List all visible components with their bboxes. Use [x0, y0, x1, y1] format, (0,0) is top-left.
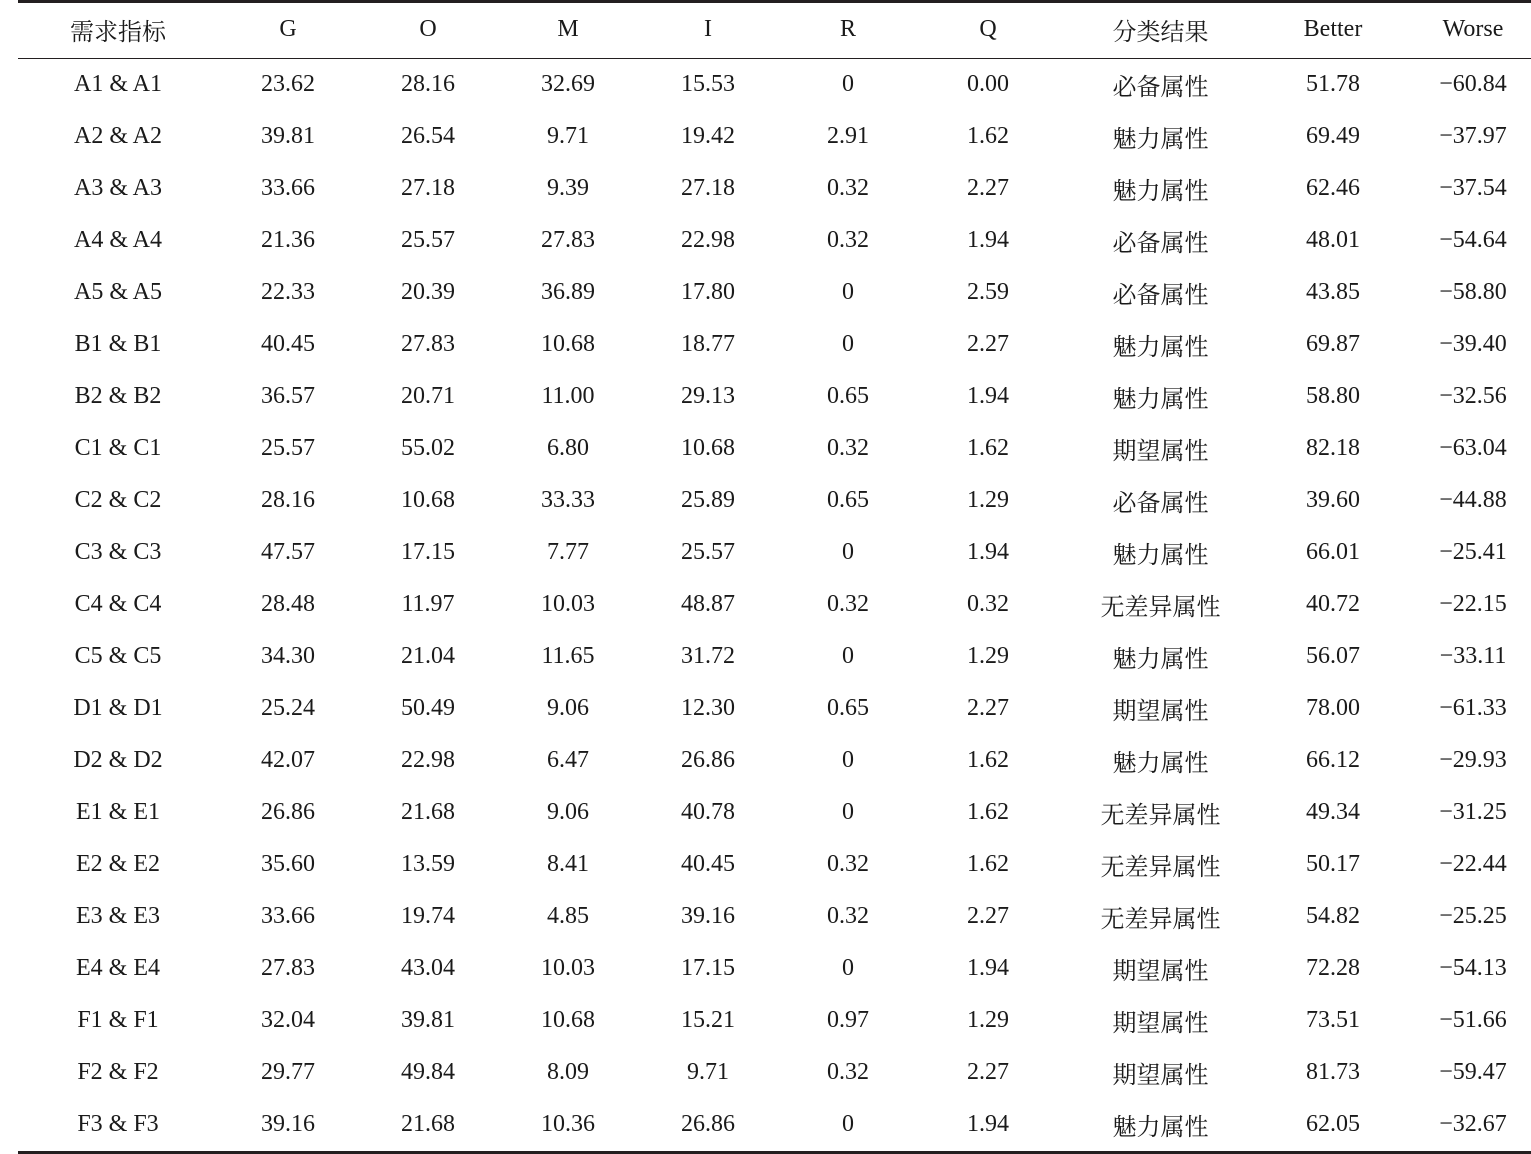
cell-q: 1.94 [967, 227, 1009, 253]
cell-q: 1.29 [967, 487, 1009, 513]
column-header-worse: Worse [1403, 2, 1531, 59]
cell-worse: −22.44 [1439, 851, 1507, 877]
cell-better: 62.46 [1306, 175, 1360, 201]
cell-i: 39.16 [681, 903, 735, 929]
cell-m: 6.47 [547, 747, 589, 773]
cell-q: 1.62 [967, 851, 1009, 877]
cell-better: 48.01 [1306, 227, 1360, 253]
cell-i: 25.89 [681, 487, 735, 513]
cell-result: 期望属性 [1112, 699, 1209, 725]
table-row [18, 319, 1531, 371]
cell-i: 25.57 [681, 539, 735, 565]
cell-better: 40.72 [1306, 591, 1360, 617]
cell-better: 43.85 [1306, 279, 1360, 305]
cell-g: 25.57 [261, 435, 315, 461]
cell-g: 40.45 [261, 331, 315, 357]
cell-o: 22.98 [401, 747, 455, 773]
cell-i: 19.42 [681, 123, 735, 149]
cell-better: 78.00 [1306, 695, 1360, 721]
cell-better: 58.80 [1306, 383, 1360, 409]
cell-r: 0.32 [827, 227, 869, 253]
cell-g: 34.30 [261, 643, 315, 669]
cell-i: 17.80 [681, 279, 735, 305]
table-row [18, 631, 1531, 683]
table-row [18, 943, 1531, 995]
cell-result: 必备属性 [1112, 283, 1209, 309]
cell-q: 1.94 [967, 1111, 1009, 1137]
cell-better: 56.07 [1306, 643, 1360, 669]
cell-worse: −61.33 [1439, 695, 1507, 721]
cell-o: 11.97 [401, 591, 455, 617]
cell-result: 魅力属性 [1112, 127, 1209, 153]
cell-o: 28.16 [401, 71, 455, 97]
cell-result: 期望属性 [1112, 1063, 1209, 1089]
cell-index: B1 & B1 [74, 331, 162, 357]
cell-worse: −63.04 [1439, 435, 1507, 461]
cell-m: 10.68 [541, 331, 595, 357]
cell-index: E3 & E3 [76, 903, 160, 929]
cell-result: 魅力属性 [1112, 387, 1209, 413]
cell-result: 无差异属性 [1100, 855, 1221, 881]
table-row [18, 111, 1531, 163]
cell-i: 17.15 [681, 955, 735, 981]
cell-index: C3 & C3 [74, 539, 162, 565]
cell-result: 必备属性 [1112, 75, 1209, 101]
cell-o: 43.04 [401, 955, 455, 981]
table-row [18, 735, 1531, 787]
cell-g: 32.04 [261, 1007, 315, 1033]
cell-g: 42.07 [261, 747, 315, 773]
cell-m: 9.06 [547, 695, 589, 721]
cell-g: 35.60 [261, 851, 315, 877]
kano-classification-table [18, 0, 1531, 1154]
cell-o: 26.54 [401, 123, 455, 149]
cell-m: 11.00 [541, 383, 595, 409]
cell-r: 0 [842, 279, 854, 305]
table-row [18, 215, 1531, 267]
cell-q: 2.27 [967, 1059, 1009, 1085]
cell-r: 0.32 [827, 591, 869, 617]
cell-better: 54.82 [1306, 903, 1360, 929]
cell-worse: −31.25 [1439, 799, 1507, 825]
cell-o: 19.74 [401, 903, 455, 929]
cell-r: 0 [842, 539, 854, 565]
cell-result: 期望属性 [1112, 959, 1209, 985]
cell-i: 27.18 [681, 175, 735, 201]
cell-g: 39.81 [261, 123, 315, 149]
cell-r: 0 [842, 643, 854, 669]
table-row [18, 995, 1531, 1047]
cell-q: 1.62 [967, 435, 1009, 461]
column-header-m: M [498, 2, 638, 59]
cell-worse: −25.41 [1439, 539, 1507, 565]
cell-g: 33.66 [261, 903, 315, 929]
table-row [18, 371, 1531, 423]
cell-r: 0 [842, 331, 854, 357]
cell-index: A5 & A5 [73, 279, 162, 305]
cell-better: 66.12 [1306, 747, 1360, 773]
cell-better: 50.17 [1306, 851, 1360, 877]
cell-q: 2.27 [967, 175, 1009, 201]
cell-q: 0.32 [967, 591, 1009, 617]
table-row [18, 579, 1531, 631]
cell-o: 21.04 [401, 643, 455, 669]
cell-worse: −44.88 [1439, 487, 1507, 513]
cell-result: 期望属性 [1112, 1011, 1209, 1037]
cell-r: 0.32 [827, 851, 869, 877]
cell-o: 21.68 [401, 799, 455, 825]
cell-m: 8.09 [547, 1059, 589, 1085]
cell-o: 10.68 [401, 487, 455, 513]
cell-result: 无差异属性 [1100, 907, 1221, 933]
cell-i: 40.78 [681, 799, 735, 825]
cell-g: 39.16 [261, 1111, 315, 1137]
cell-o: 27.18 [401, 175, 455, 201]
cell-result: 魅力属性 [1112, 179, 1209, 205]
cell-worse: −39.40 [1439, 331, 1507, 357]
cell-better: 82.18 [1306, 435, 1360, 461]
cell-result: 必备属性 [1112, 231, 1209, 257]
cell-m: 36.89 [541, 279, 595, 305]
cell-r: 0.32 [827, 903, 869, 929]
cell-m: 33.33 [541, 487, 595, 513]
cell-g: 36.57 [261, 383, 315, 409]
table-row [18, 1099, 1531, 1153]
cell-i: 31.72 [681, 643, 735, 669]
cell-o: 13.59 [401, 851, 455, 877]
cell-q: 1.62 [967, 747, 1009, 773]
cell-index: F3 & F3 [77, 1111, 159, 1137]
cell-o: 39.81 [401, 1007, 455, 1033]
cell-i: 9.71 [687, 1059, 729, 1085]
cell-better: 69.87 [1306, 331, 1360, 357]
cell-g: 28.16 [261, 487, 315, 513]
cell-better: 51.78 [1306, 71, 1360, 97]
cell-better: 69.49 [1306, 123, 1360, 149]
cell-m: 7.77 [547, 539, 589, 565]
cell-better: 81.73 [1306, 1059, 1360, 1085]
cell-i: 15.21 [681, 1007, 735, 1033]
cell-index: D1 & D1 [73, 695, 163, 721]
cell-i: 40.45 [681, 851, 735, 877]
cell-o: 21.68 [401, 1111, 455, 1137]
cell-result: 魅力属性 [1112, 1115, 1209, 1141]
cell-r: 0.97 [827, 1007, 869, 1033]
cell-o: 50.49 [401, 695, 455, 721]
cell-i: 22.98 [681, 227, 735, 253]
cell-better: 62.05 [1306, 1111, 1360, 1137]
cell-result: 必备属性 [1112, 491, 1209, 517]
cell-index: A3 & A3 [73, 175, 162, 201]
cell-index: A2 & A2 [73, 123, 162, 149]
cell-result: 魅力属性 [1112, 647, 1209, 673]
column-header-result: 分类结果 [1058, 2, 1263, 59]
cell-m: 9.39 [547, 175, 589, 201]
cell-g: 23.62 [261, 71, 315, 97]
header-row [18, 2, 1531, 59]
cell-better: 49.34 [1306, 799, 1360, 825]
cell-worse: −60.84 [1439, 71, 1507, 97]
cell-q: 1.94 [967, 539, 1009, 565]
column-header-index: 需求指标 [18, 2, 218, 59]
cell-r: 0.32 [827, 435, 869, 461]
cell-g: 47.57 [261, 539, 315, 565]
cell-q: 1.94 [967, 383, 1009, 409]
cell-r: 0 [842, 955, 854, 981]
cell-index: C2 & C2 [74, 487, 162, 513]
cell-g: 28.48 [261, 591, 315, 617]
cell-o: 20.71 [401, 383, 455, 409]
cell-result: 无差异属性 [1100, 803, 1221, 829]
cell-r: 0 [842, 747, 854, 773]
cell-worse: −25.25 [1439, 903, 1507, 929]
table-row [18, 891, 1531, 943]
cell-m: 9.06 [547, 799, 589, 825]
cell-m: 10.03 [541, 955, 595, 981]
cell-i: 26.86 [681, 747, 735, 773]
cell-better: 72.28 [1306, 955, 1360, 981]
cell-index: F2 & F2 [77, 1059, 159, 1085]
cell-o: 55.02 [401, 435, 455, 461]
cell-g: 21.36 [261, 227, 315, 253]
cell-result: 期望属性 [1112, 439, 1209, 465]
cell-o: 27.83 [401, 331, 455, 357]
cell-worse: −32.67 [1439, 1111, 1507, 1137]
cell-index: C1 & C1 [74, 435, 162, 461]
cell-o: 49.84 [401, 1059, 455, 1085]
cell-worse: −37.97 [1439, 123, 1507, 149]
cell-worse: −32.56 [1439, 383, 1507, 409]
cell-worse: −29.93 [1439, 747, 1507, 773]
cell-q: 2.27 [967, 695, 1009, 721]
cell-index: E1 & E1 [76, 799, 160, 825]
cell-worse: −33.11 [1439, 643, 1507, 669]
cell-q: 1.62 [967, 123, 1009, 149]
cell-worse: −54.64 [1439, 227, 1507, 253]
cell-i: 12.30 [681, 695, 735, 721]
cell-r: 0 [842, 799, 854, 825]
cell-g: 26.86 [261, 799, 315, 825]
table-row [18, 1047, 1531, 1099]
cell-worse: −51.66 [1439, 1007, 1507, 1033]
cell-g: 25.24 [261, 695, 315, 721]
cell-better: 66.01 [1306, 539, 1360, 565]
cell-q: 2.27 [967, 331, 1009, 357]
cell-i: 18.77 [681, 331, 735, 357]
cell-g: 27.83 [261, 955, 315, 981]
cell-q: 2.59 [967, 279, 1009, 305]
table-row [18, 267, 1531, 319]
cell-index: C4 & C4 [74, 591, 162, 617]
cell-q: 1.29 [967, 643, 1009, 669]
cell-m: 8.41 [547, 851, 589, 877]
cell-index: D2 & D2 [73, 747, 163, 773]
table-row [18, 839, 1531, 891]
table-row [18, 163, 1531, 215]
cell-r: 0.65 [827, 383, 869, 409]
cell-worse: −22.15 [1439, 591, 1507, 617]
cell-m: 10.03 [541, 591, 595, 617]
cell-m: 9.71 [547, 123, 589, 149]
cell-worse: −37.54 [1439, 175, 1507, 201]
cell-m: 10.68 [541, 1007, 595, 1033]
cell-result: 魅力属性 [1112, 335, 1209, 361]
cell-r: 2.91 [827, 123, 869, 149]
cell-q: 1.94 [967, 955, 1009, 981]
cell-g: 33.66 [261, 175, 315, 201]
cell-worse: −54.13 [1439, 955, 1507, 981]
cell-index: F1 & F1 [77, 1007, 159, 1033]
cell-index: E4 & E4 [76, 955, 160, 981]
cell-r: 0 [842, 1111, 854, 1137]
cell-r: 0 [842, 71, 854, 97]
cell-r: 0.32 [827, 175, 869, 201]
cell-m: 27.83 [541, 227, 595, 253]
cell-result: 魅力属性 [1112, 543, 1209, 569]
table-row [18, 475, 1531, 527]
table-row [18, 527, 1531, 579]
cell-o: 25.57 [401, 227, 455, 253]
table-row [18, 787, 1531, 839]
cell-i: 15.53 [681, 71, 735, 97]
cell-r: 0.65 [827, 487, 869, 513]
cell-i: 26.86 [681, 1111, 735, 1137]
cell-worse: −59.47 [1439, 1059, 1507, 1085]
column-header-i: I [638, 2, 778, 59]
cell-m: 4.85 [547, 903, 589, 929]
cell-m: 10.36 [541, 1111, 595, 1137]
column-header-o: O [358, 2, 498, 59]
column-header-r: R [778, 2, 918, 59]
cell-better: 73.51 [1306, 1007, 1360, 1033]
cell-index: C5 & C5 [74, 643, 162, 669]
cell-i: 48.87 [681, 591, 735, 617]
table-body [18, 59, 1531, 1153]
table-header [18, 2, 1531, 59]
cell-result: 无差异属性 [1100, 595, 1221, 621]
table-row [18, 59, 1531, 112]
cell-q: 2.27 [967, 903, 1009, 929]
column-header-q: Q [918, 2, 1058, 59]
cell-better: 39.60 [1306, 487, 1360, 513]
cell-index: A4 & A4 [73, 227, 162, 253]
cell-index: A1 & A1 [73, 71, 162, 97]
cell-g: 22.33 [261, 279, 315, 305]
cell-m: 6.80 [547, 435, 589, 461]
cell-q: 1.62 [967, 799, 1009, 825]
column-header-g: G [218, 2, 358, 59]
column-header-better: Better [1263, 2, 1403, 59]
cell-g: 29.77 [261, 1059, 315, 1085]
cell-worse: −58.80 [1439, 279, 1507, 305]
cell-r: 0.65 [827, 695, 869, 721]
cell-index: E2 & E2 [76, 851, 160, 877]
cell-m: 11.65 [541, 643, 595, 669]
cell-r: 0.32 [827, 1059, 869, 1085]
cell-i: 10.68 [681, 435, 735, 461]
cell-result: 魅力属性 [1112, 751, 1209, 777]
table-row [18, 423, 1531, 475]
cell-q: 1.29 [967, 1007, 1009, 1033]
cell-o: 17.15 [401, 539, 455, 565]
cell-o: 20.39 [401, 279, 455, 305]
cell-index: B2 & B2 [74, 383, 162, 409]
cell-i: 29.13 [681, 383, 735, 409]
table-row [18, 683, 1531, 735]
cell-m: 32.69 [541, 71, 595, 97]
cell-q: 0.00 [967, 71, 1009, 97]
